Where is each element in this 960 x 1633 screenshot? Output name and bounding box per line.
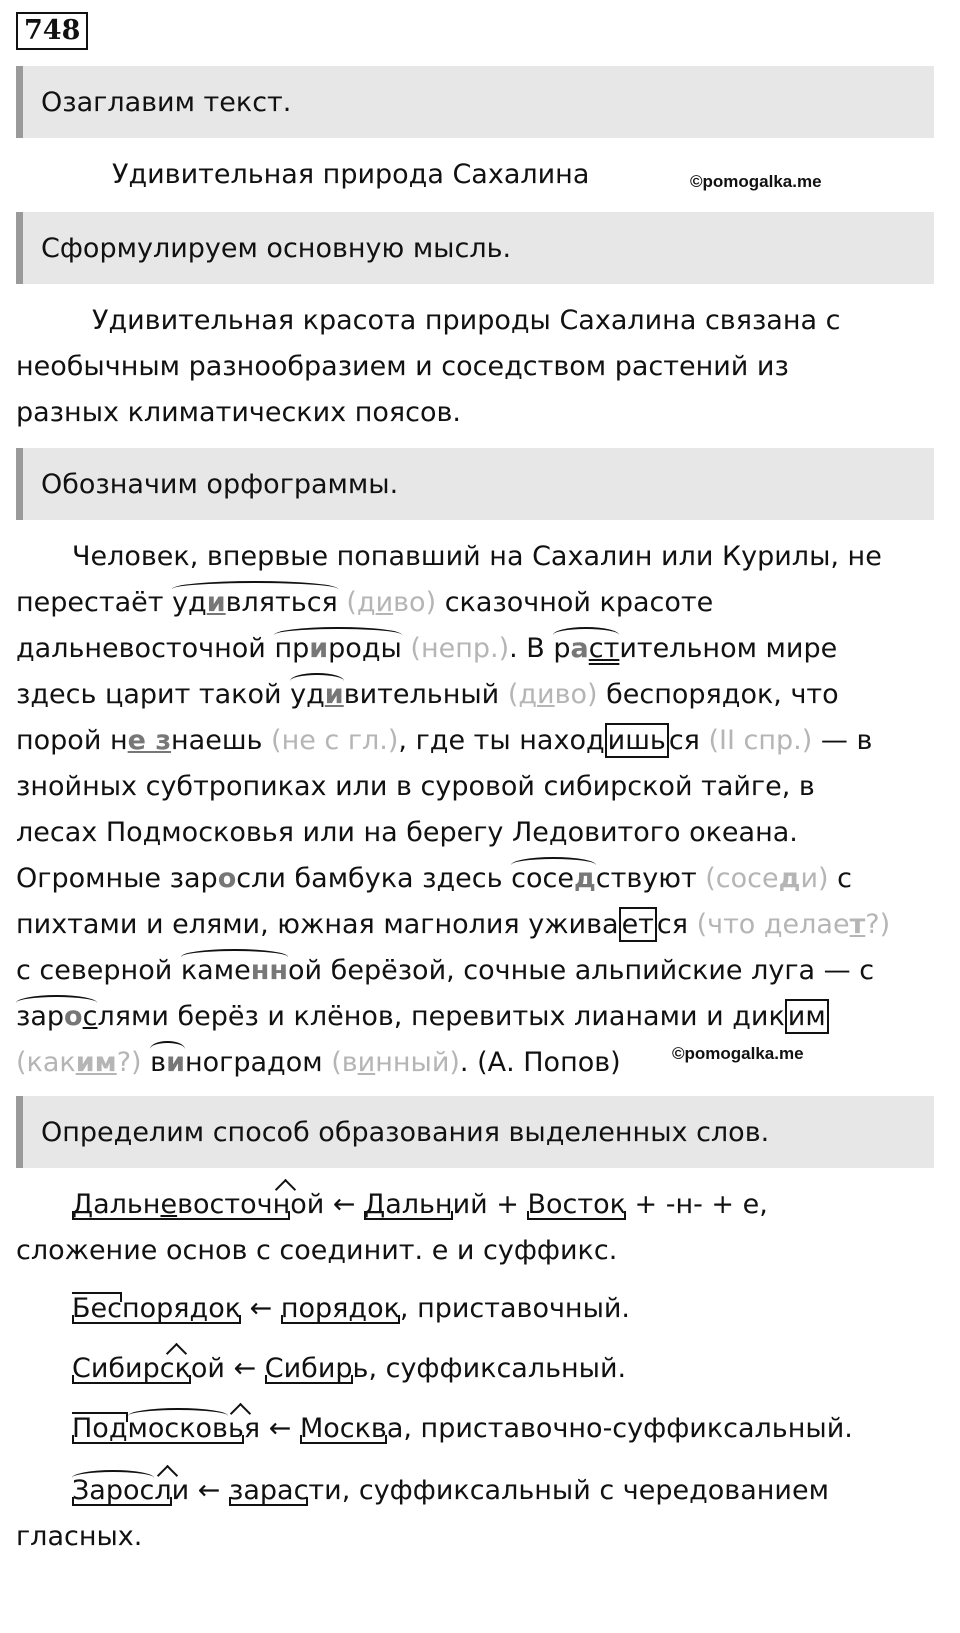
section-heading-spelling (16, 448, 934, 520)
spelling-word (172, 586, 338, 620)
spelling-word (274, 632, 401, 666)
text-run: (д (346, 587, 376, 618)
ending-box (619, 907, 657, 942)
text-run: , где ты наход (398, 725, 605, 756)
text-run: ли бамбука здесь (251, 863, 512, 894)
text-run: + -н- + е, (625, 1189, 768, 1220)
check-word (346, 587, 436, 618)
text-run: сосе (511, 863, 574, 894)
spelling-word (181, 954, 288, 988)
consonant-mark: д (573, 863, 596, 894)
formation-line (72, 1292, 630, 1326)
text-run: с (236, 863, 252, 894)
check-question (697, 909, 891, 940)
text-run: Огромные (16, 863, 170, 894)
text-run: (что делае (696, 909, 850, 940)
text-run: я (243, 1413, 261, 1444)
root-mark: Зарос (72, 1475, 155, 1506)
spelling-word (290, 678, 344, 712)
main-idea-line: разных климатических поясов. (16, 397, 461, 428)
text-run: ет (621, 909, 654, 940)
word-base: зарас (228, 1475, 309, 1506)
text-run: ти, суффиксальный с чередованием (308, 1475, 829, 1506)
text-run: (д (507, 679, 538, 710)
text-run: р (553, 633, 571, 664)
consonant-mark: д (778, 863, 801, 894)
formation-line (72, 1352, 626, 1386)
spelling-word (511, 862, 596, 896)
vowel-mark: и (324, 679, 344, 710)
check-note: (II спр.) (708, 725, 813, 756)
spelling-word (553, 632, 619, 666)
text-run: ий + (452, 1189, 528, 1220)
text-run: каме (180, 955, 251, 986)
word-base (72, 1474, 172, 1508)
text-run: и (171, 1475, 190, 1506)
vowel-mark: и (537, 679, 555, 710)
text-run: восточ (177, 1189, 273, 1220)
arrow: ← (224, 1353, 265, 1384)
arrow: ← (189, 1475, 229, 1506)
text-line (16, 632, 837, 666)
spelling-word (150, 1046, 185, 1080)
connecting-vowel: е (160, 1189, 178, 1220)
text-run: здесь царит такой (16, 679, 291, 710)
text-line: Человек, впервые попавший на Сахалин или Курилы, не (72, 541, 882, 572)
prefix-mark: Бес (72, 1293, 122, 1324)
vowel-mark: о (64, 1001, 83, 1032)
text-run: ой (190, 1353, 225, 1384)
text-run: — в (812, 725, 873, 756)
text-run: уд (290, 679, 325, 710)
text-line (16, 586, 713, 620)
watermark: ©pomogalka.me (690, 172, 822, 191)
consonant-mark: н (250, 955, 270, 986)
section-heading-main-idea (16, 212, 934, 284)
text-run: уд (172, 587, 207, 618)
text-run: , приставочный. (399, 1293, 631, 1324)
text-run: зар (169, 863, 218, 894)
text-line (16, 862, 852, 896)
heading-text: Сформулируем основную мысль. (41, 232, 512, 264)
text-run: пихтами и елями, южная магнолия уживa (16, 909, 619, 940)
text-run: ноградом (185, 1047, 332, 1078)
text-run: . В (509, 633, 554, 664)
heading-text: Определим способ образования выделенных слов. (41, 1116, 770, 1148)
heading-text: Озаглавим текст. (41, 86, 292, 118)
formation-line (72, 1188, 768, 1222)
text-run: ь, суффиксальный. (352, 1353, 627, 1384)
word-base: Москв (299, 1413, 387, 1444)
main-idea-line: Удивительная красота природы Сахалина связана с (92, 305, 841, 336)
vowel-mark: а (570, 633, 589, 664)
check-note: (непр.) (410, 633, 510, 664)
text-run: зар (16, 1001, 65, 1032)
arrow: ← (241, 1293, 281, 1324)
text-run: лями берёз и клёнов, перевитых лианами и дик (97, 1001, 785, 1032)
check-word (508, 679, 598, 710)
text-run: ?) (865, 909, 891, 940)
word-base (72, 1412, 244, 1446)
spelling-word (16, 1000, 97, 1034)
text-run: ?) (116, 1047, 151, 1078)
vowel-mark: и (357, 1047, 376, 1078)
vowel-mark: о (217, 863, 237, 894)
text-run: перестаёт (16, 587, 173, 618)
watermark: ©pomogalka.me (672, 1044, 804, 1063)
prefix-mark: Под (72, 1413, 128, 1444)
arrow: ← (324, 1189, 365, 1220)
word-base (72, 1292, 241, 1326)
word-base (72, 1352, 191, 1386)
text-run: нный) (375, 1047, 460, 1078)
text-run: порядок (121, 1293, 242, 1324)
text-run: беспорядок, что (597, 679, 839, 710)
text-run: ой (290, 1189, 325, 1220)
text-line (16, 724, 872, 758)
vowel-mark: и (309, 633, 329, 664)
section-heading-word-formation (16, 1096, 934, 1168)
text-run: во) (393, 587, 437, 618)
root-mark: москов (127, 1413, 228, 1444)
text-run: во) (554, 679, 598, 710)
suffix-mark: ь (227, 1413, 244, 1444)
main-idea-line: необычным разнообразием и соседством растений из (16, 351, 789, 382)
text-line (16, 1000, 829, 1034)
text-run: вительный (343, 679, 500, 710)
word-base: Восток (527, 1189, 626, 1220)
ending-mark: им (75, 1047, 117, 1078)
suffix-mark: н (272, 1189, 291, 1220)
text-line: лесах Подмосковья или на берегу Ледовитого океана. (16, 817, 798, 848)
vowel-mark: и (375, 587, 394, 618)
formation-line (72, 1412, 853, 1446)
formation-line (72, 1474, 829, 1508)
section-heading-title (16, 66, 934, 138)
text-run: (сосе (705, 863, 779, 894)
text-run: вляться (225, 587, 338, 618)
text-run: с (82, 1001, 98, 1032)
word-base: порядок (280, 1293, 400, 1324)
text-run: берёзой, сочные альпийские луга — с (322, 955, 875, 986)
text-line (16, 678, 839, 712)
formation-line: сложение основ с соединит. е и суффикс. (16, 1235, 618, 1266)
text-run: сказочной красоте (436, 587, 714, 618)
text-run: с (828, 863, 852, 894)
formation-line: гласных. (16, 1521, 143, 1552)
text-run: наешь (171, 725, 272, 756)
text-line (16, 954, 874, 988)
text-run: Дальн (72, 1189, 161, 1220)
text-run: . (А. Попов) (459, 1047, 621, 1078)
text-run: ся (656, 909, 697, 940)
suffix-mark: л (154, 1475, 172, 1506)
text-run: Сибир (72, 1353, 160, 1384)
text-run: с северной (16, 955, 181, 986)
suffix-mark: ск (159, 1353, 191, 1384)
text-run: пр (274, 633, 310, 664)
ending-box: ишь (605, 723, 669, 758)
task-number: 748 (16, 12, 88, 50)
text-run: роды (328, 633, 402, 664)
text-run: ст (588, 633, 620, 664)
text-run: ствуют (595, 863, 706, 894)
text-line (16, 908, 890, 942)
text-run: а, приставочно-суффиксальный. (386, 1413, 853, 1444)
consonant-mark: н (269, 955, 289, 986)
text-run: (в (331, 1047, 358, 1078)
text-run: порой н (16, 725, 128, 756)
check-word (331, 1047, 460, 1078)
check-note: (не с гл.) (271, 725, 399, 756)
text-line: знойных субтропиках или в суровой сибирской тайге, в (16, 771, 815, 802)
vowel-mark: и (166, 1047, 185, 1078)
text-run: ой (288, 955, 323, 986)
text-run: дальневосточной (16, 633, 275, 664)
word-base (72, 1188, 290, 1222)
text-title: Удивительная природа Сахалина (112, 159, 590, 190)
text-run: (как (16, 1047, 76, 1078)
check-word (705, 863, 828, 894)
ending-mark: т (849, 909, 866, 940)
text-line (16, 1046, 621, 1080)
text-run: ительном мире (619, 633, 838, 664)
check-question (16, 1047, 150, 1078)
word-base: Дальн (364, 1189, 453, 1220)
text-run: в (150, 1047, 167, 1078)
word-base: Сибир (264, 1353, 353, 1384)
heading-text: Обозначим орфограммы. (41, 468, 399, 500)
vowel-mark: е з (127, 725, 172, 756)
text-run: и) (800, 863, 829, 894)
ending-box: им (785, 999, 829, 1034)
text-run: ся (668, 725, 709, 756)
vowel-mark: и (206, 587, 226, 618)
arrow: ← (260, 1413, 300, 1444)
